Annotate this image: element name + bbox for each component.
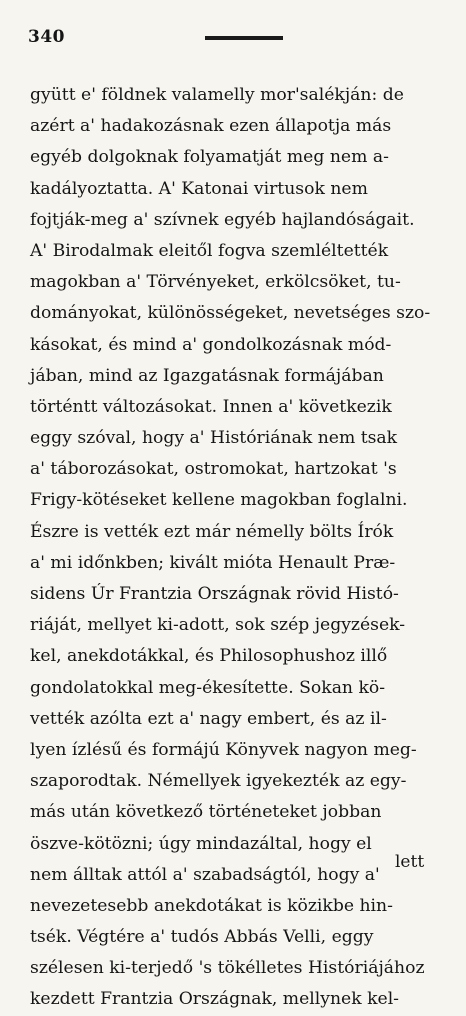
- text-line: tsék. Végtére a' tudós Abbás Velli, eggy: [30, 927, 374, 948]
- text-line: A' Birodalmak eleitől fogva szemléltették: [30, 240, 389, 261]
- text-line: a' táborozásokat, ostromokat, hartzokat 's: [30, 459, 397, 480]
- text-line: magokban a' Törvényeket, erkölcsöket, tu-: [30, 272, 401, 293]
- page-number: 340: [28, 27, 65, 47]
- text-line: egyéb dolgoknak folyamatját meg nem a-: [30, 147, 389, 168]
- body-text: [30, 80, 430, 1016]
- text-line: Frigy-kötéseket kellene magokban foglalni.: [30, 490, 408, 511]
- text-line: nevezetesebb anekdotákat is közikbe hin-: [30, 895, 393, 916]
- text-line: a' mi időnkben; kivált mióta Henault Præ-: [30, 552, 396, 573]
- text-line: kásokat, és mind a' gondolkozásnak mód-: [30, 334, 392, 355]
- text-line: Észre is vették ezt már némelly bölts Írók: [30, 521, 394, 542]
- text-line: szélesen ki-terjedő 's tökélletes Históriájához: [30, 958, 425, 979]
- text-line: öszve-kötözni; úgy mindazáltal, hogy el: [30, 833, 372, 854]
- catchword: lett: [395, 852, 425, 872]
- text-line: történtt változásokat. Innen a' következik: [30, 396, 392, 417]
- text-line: azért a' hadakozásnak ezen állapotja más: [30, 116, 392, 137]
- text-line: más után következő történeteket jobban: [30, 802, 382, 823]
- text-line: szaporodtak. Némellyek igyekezték az egy-: [30, 771, 407, 792]
- text-line: vették azólta ezt a' nagy embert, és az il-: [30, 708, 387, 729]
- text-line: lyen ízlésű és formájú Könyvek nagyon meg-: [30, 739, 417, 760]
- text-line: kezdett Frantzia Országnak, mellynek kel-: [30, 989, 399, 1010]
- text-line: gyütt e' földnek valamelly mor'salékján: de: [30, 85, 404, 105]
- text-line: nem álltak attól a' szabadságtól, hogy a': [30, 864, 380, 885]
- text-line: eggy szóval, hogy a' Históriának nem tsak: [30, 428, 398, 449]
- text-line: riáját, mellyet ki-adott, sok szép jegyzések-: [30, 615, 406, 636]
- text-line: kel, anekdotákkal, és Philosophushoz illő: [30, 646, 388, 667]
- header-rule: [205, 36, 283, 40]
- text-line: gondolatokkal meg-ékesítette. Sokan kö-: [30, 677, 386, 698]
- text-line: jában, mind az Igazgatásnak formájában: [30, 365, 384, 386]
- text-line: kadályoztatta. A' Katonai virtusok nem: [30, 178, 368, 199]
- text-line: dományokat, különösségeket, nevetséges szo-: [30, 303, 431, 324]
- text-line: sidens Úr Frantzia Országnak rövid Histó-: [30, 584, 399, 604]
- text-line: fojtják-meg a' szívnek egyéb hajlandóságait.: [30, 209, 415, 230]
